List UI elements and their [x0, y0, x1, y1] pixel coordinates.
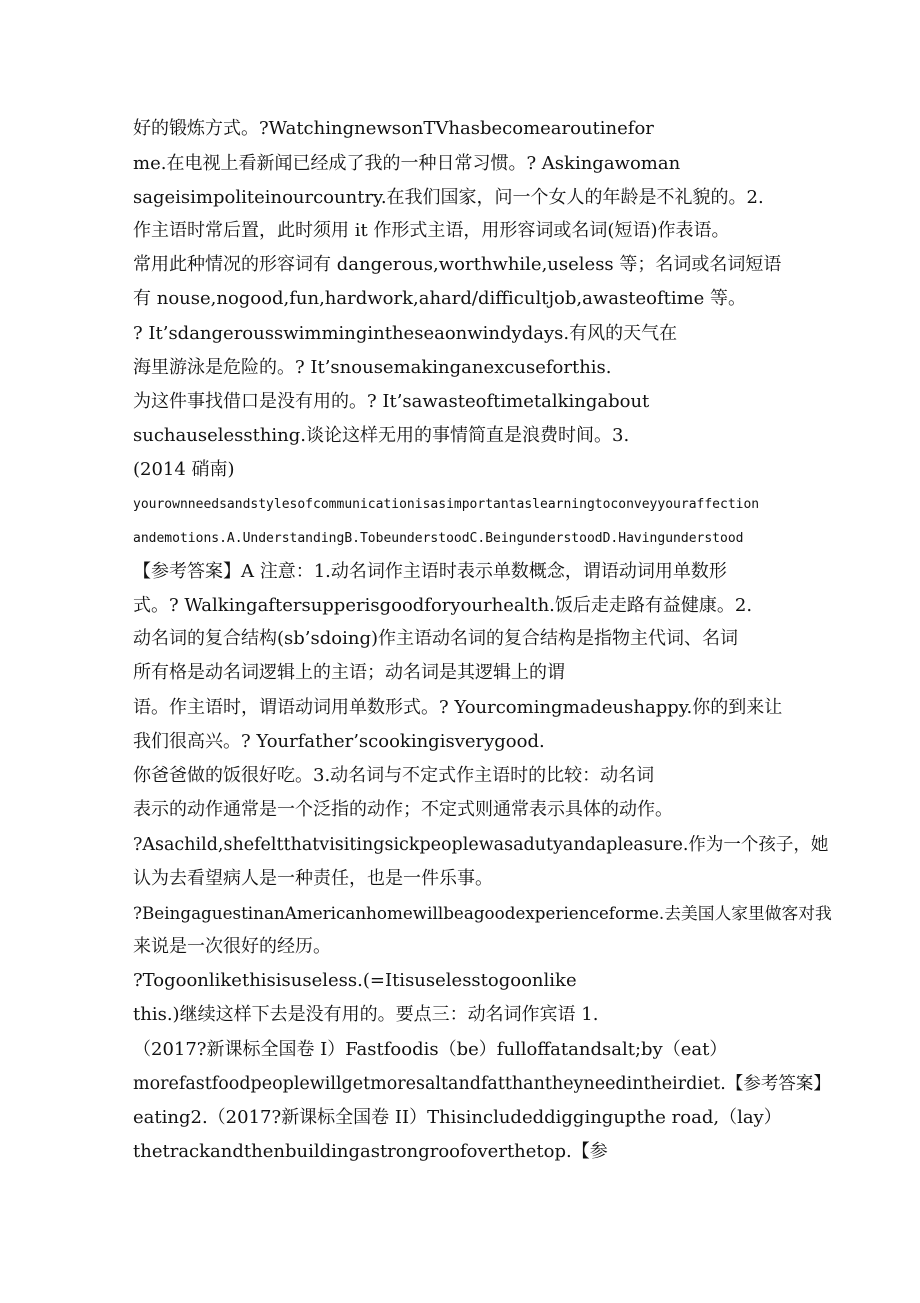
- text-line: 好的锻炼方式。?WatchingnewsonTVhasbecomearoutinefor: [133, 118, 654, 139]
- text-line: 为这件事找借口是没有用的。? It’sawasteoftimetalkingabout: [133, 391, 650, 412]
- text-line: 海里游泳是危险的。? It’snousemakinganexcuseforthis.: [133, 357, 612, 378]
- text-line: （2017?新课标全国卷 I）Fastfoodis（be）fulloffatandsalt;by（eat）: [133, 1039, 728, 1060]
- text-line: suchauselessthing.谈论这样无用的事情简直是浪费时间。3.: [133, 425, 630, 446]
- text-line: yourownneedsandstylesofcommunicationisasimportantaslearningtoconveyyouraffection: [133, 497, 760, 512]
- text-line: 你爸爸做的饭很好吃。3.动名词与不定式作主语时的比较：动名词: [133, 765, 655, 786]
- text-line: 有 nouse,nogood,fun,hardwork,ahard/difficultjob,awasteoftime 等。: [133, 288, 747, 309]
- text-line: ?Togoonlikethisisuseless.(=Itisuselesstogoonlike: [133, 970, 577, 991]
- text-line: morefastfoodpeoplewillgetmoresaltandfatthantheyneedintheirdiet.【参考答案】: [133, 1074, 831, 1094]
- text-line: 来说是一次很好的经历。: [133, 936, 331, 957]
- text-line: 表示的动作通常是一个泛指的动作；不定式则通常表示具体的动作。: [133, 799, 673, 820]
- text-line: 所有格是动名词逻辑上的主语；动名词是其逻辑上的谓: [133, 662, 565, 683]
- text-line: (2014 硝南): [133, 459, 235, 480]
- text-line: 动名词的复合结构(sb’sdoing)作主语动名词的复合结构是指物主代词、名词: [133, 628, 738, 649]
- text-line: ? It’sdangerousswimmingintheseaonwindydays.有风的天气在: [133, 323, 678, 344]
- text-line: eating2.（2017?新课标全国卷 II）Thisincludeddiggingupthe road,（lay）: [133, 1107, 782, 1128]
- text-line: thetrackandthenbuildingastrongroofoverthetop.【参: [133, 1141, 608, 1162]
- text-line: 认为去看望病人是一种责任，也是一件乐事。: [133, 868, 493, 889]
- text-line: ?BeingaguestinanAmericanhomewillbeagoodexperienceforme.去美国人家里做客对我: [133, 903, 832, 923]
- text-line: andemotions.A.UnderstandingB.TobeunderstoodC.BeingunderstoodD.Havingunderstood: [133, 531, 744, 546]
- text-line: 常用此种情况的形容词有 dangerous,worthwhile,useless 等；名词或名词短语: [133, 254, 782, 275]
- text-line: sageisimpoliteinourcountry.在我们国家，问一个女人的年龄是不礼貌的。2.: [133, 187, 764, 208]
- text-line: ?Asachild,shefeltthatvisitingsickpeoplewasadutyandapleasure.作为一个孩子，她: [133, 835, 829, 855]
- text-line: 作主语时常后置，此时须用 it 作形式主语，用形容词或名词(短语)作表语。: [133, 220, 730, 241]
- text-line: 【参考答案】A 注意：1.动名词作主语时表示单数概念，谓语动词用单数形: [133, 561, 727, 582]
- text-line: 我们很高兴。? Yourfather’scookingisverygood.: [133, 731, 545, 752]
- text-line: me.在电视上看新闻已经成了我的一种日常习惯。? Askingawoman: [133, 153, 681, 174]
- text-line: 语。作主语时，谓语动词用单数形式。? Yourcomingmadeushappy.你的到来让: [133, 697, 783, 718]
- text-line: this.)继续这样下去是没有用的。要点三：动名词作宾语 1.: [133, 1004, 599, 1025]
- text-line: 式。? Walkingaftersupperisgoodforyourhealth.饭后走走路有益健康。2.: [133, 595, 753, 616]
